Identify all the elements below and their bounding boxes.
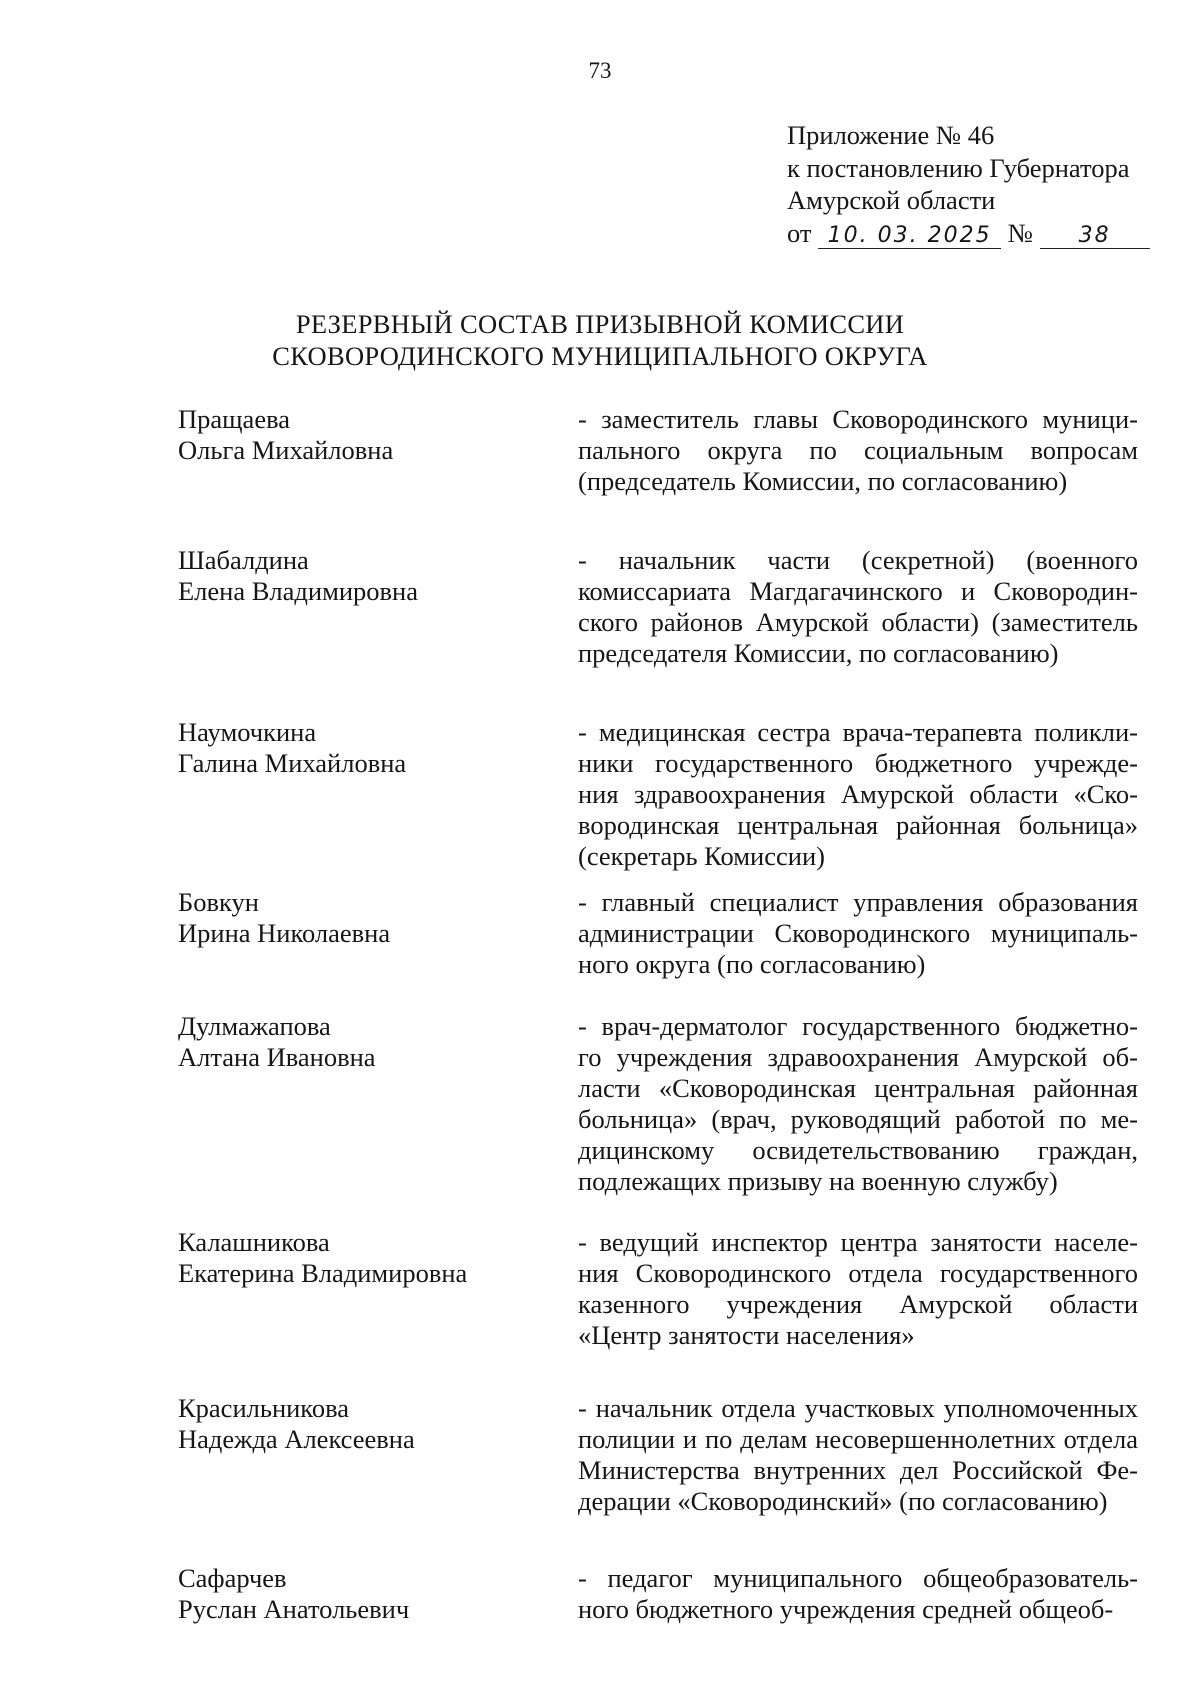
title-line-2: СКОВОРОДИНСКОГО МУНИЦИПАЛЬНОГО ОКРУГА — [272, 341, 928, 371]
member-role — [578, 404, 1138, 497]
member-role-line: - медицинская сестра врача-терапевта поликли- — [578, 717, 1138, 747]
member-role-line: - начальник части (секретной) (военного — [578, 545, 1138, 575]
member-role-line: - педагог муниципального общеобразователь- — [578, 1563, 1138, 1593]
member-given-names: Алтана Ивановна — [178, 1042, 376, 1072]
member-surname: Сафарчев — [178, 1563, 287, 1593]
member-name — [178, 1393, 548, 1517]
member-given-names: Надежда Алексеевна — [178, 1424, 415, 1454]
member-role-line: го учреждения здравоохранения Амурской об- — [578, 1042, 1138, 1072]
member-name — [178, 404, 548, 497]
member-role-line: казенного учреждения Амурской области — [578, 1289, 1138, 1319]
member-role — [578, 717, 1138, 872]
appendix-date-prefix: от — [787, 217, 812, 248]
appendix-line-2: к постановлению Губернатора — [787, 152, 1130, 183]
handwritten-number: 38 — [1040, 224, 1150, 249]
member-surname: Пращаева — [178, 404, 291, 434]
title-line-1: РЕЗЕРВНЫЙ СОСТАВ ПРИЗЫВНОЙ КОМИССИИ — [295, 309, 905, 339]
member-entry — [178, 545, 1138, 669]
member-role-line: (председатель Комиссии, по согласованию) — [578, 466, 1068, 496]
member-given-names: Елена Владимировна — [178, 576, 418, 606]
member-surname: Бовкун — [178, 887, 259, 917]
member-role — [578, 1011, 1138, 1197]
appendix-date-line — [787, 217, 1187, 250]
member-name — [178, 1227, 548, 1351]
member-given-names: Екатерина Владимировна — [178, 1258, 468, 1288]
handwritten-date: 10. 03. 2025 — [818, 224, 1001, 249]
member-role — [578, 1227, 1138, 1351]
appendix-line-1: Приложение № 46 — [787, 120, 995, 150]
member-role — [578, 1563, 1138, 1625]
member-entry — [178, 1227, 1138, 1351]
member-name — [178, 545, 548, 669]
member-role-line: ского районов Амурской области) (заместитель — [578, 607, 1138, 637]
appendix-line-3: Амурской области — [787, 185, 996, 215]
member-entry — [178, 1563, 1138, 1625]
member-entry — [178, 1011, 1138, 1197]
member-role-line: пального округа по социальным вопросам — [578, 435, 1138, 465]
member-role-line: ласти «Сковородинская центральная районная — [578, 1073, 1138, 1103]
document-title — [0, 308, 1200, 372]
member-entry — [178, 404, 1138, 497]
member-role-line: администрации Сковородинского муниципаль- — [578, 918, 1138, 948]
member-given-names: Ирина Николаевна — [178, 918, 391, 948]
member-role-line: вородинская центральная районная больница» — [578, 810, 1138, 840]
member-role-line: ния Сковородинского отдела государственного — [578, 1258, 1138, 1288]
member-role-line: ного бюджетного учреждения средней общеоб- — [578, 1594, 1114, 1624]
member-surname: Дулмажапова — [178, 1011, 331, 1041]
member-role-line: дерации «Сковородинский» (по согласованию) — [578, 1486, 1108, 1516]
member-role-line: - заместитель главы Сковородинского муници- — [578, 404, 1138, 434]
member-role-line: полиции и по делам несовершеннолетних отдела — [578, 1424, 1138, 1454]
member-role — [578, 1393, 1138, 1517]
member-given-names: Руслан Анатольевич — [178, 1594, 410, 1624]
member-role-line: - ведущий инспектор центра занятости населе- — [578, 1227, 1138, 1257]
member-surname: Красильникова — [178, 1393, 350, 1423]
member-surname: Калашникова — [178, 1227, 330, 1257]
member-role-line: больница» (врач, руководящий работой по ме- — [578, 1104, 1138, 1134]
member-role-line: дицинскому освидетельствованию граждан, — [578, 1135, 1138, 1165]
member-given-names: Галина Михайловна — [178, 748, 407, 778]
member-role-line: ники государственного бюджетного учрежде- — [578, 748, 1138, 778]
member-role-line: (секретарь Комиссии) — [578, 841, 825, 871]
member-role-line: председателя Комиссии, по согласованию) — [578, 638, 1059, 668]
member-role-line: - главный специалист управления образования — [578, 887, 1138, 917]
member-role-line: ного округа (по согласованию) — [578, 949, 926, 979]
member-surname: Шабалдина — [178, 545, 309, 575]
member-role-line: - врач-дерматолог государственного бюджетно- — [578, 1011, 1138, 1041]
appendix-number-label: № — [1007, 217, 1034, 248]
member-role — [578, 545, 1138, 669]
member-entry — [178, 887, 1138, 980]
member-name — [178, 1011, 548, 1197]
member-role-line: подлежащих призыву на военную службу) — [578, 1166, 1058, 1196]
member-role-line: Министерства внутренних дел Российской Фе- — [578, 1455, 1138, 1485]
member-name — [178, 887, 548, 980]
member-entry — [178, 1393, 1138, 1517]
member-name — [178, 1563, 548, 1625]
member-given-names: Ольга Михайловна — [178, 435, 394, 465]
page-number: 73 — [588, 58, 612, 83]
member-role-line: комиссариата Магдагачинского и Сковородин- — [578, 576, 1138, 606]
member-entry — [178, 717, 1138, 872]
member-surname: Наумочкина — [178, 717, 317, 747]
member-role-line: - начальник отдела участковых уполномоченных — [578, 1393, 1138, 1423]
member-role-line: «Центр занятости населения» — [578, 1320, 915, 1350]
member-name — [178, 717, 548, 872]
appendix-header — [787, 119, 1187, 249]
member-role — [578, 887, 1138, 980]
member-role-line: ния здравоохранения Амурской области «Ско- — [578, 779, 1138, 809]
